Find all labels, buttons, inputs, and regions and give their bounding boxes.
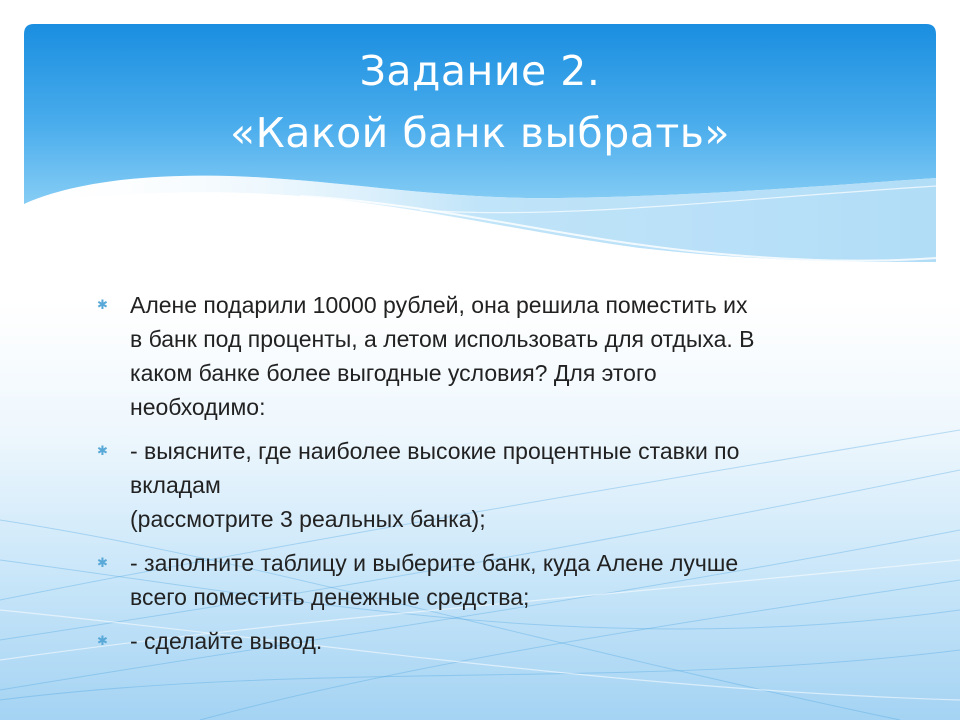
list-item xyxy=(97,434,877,536)
list-item-text: - заполните таблицу и выберите банк, куда Алене лучше всего поместить денежные средства; xyxy=(130,550,739,610)
list-item-text: Алене подарили 10000 рублей, она решила поместить их в банк под проценты, а летом использовать для отдыха. В каком банке более выгодные условия? Для этого необходимо: xyxy=(130,292,755,420)
asterisk-bullet-icon: ✱ xyxy=(97,555,108,570)
task-list xyxy=(97,288,877,668)
list-item xyxy=(97,546,877,614)
list-item-text: - выясните, где наиболее высокие процентные ставки по вкладам (рассмотрите 3 реальных банка); xyxy=(130,438,740,532)
asterisk-bullet-icon: ✱ xyxy=(97,297,108,312)
list-item xyxy=(97,288,877,424)
title-line-1: Задание 2. xyxy=(359,47,601,95)
slide-title xyxy=(24,40,936,164)
list-item xyxy=(97,624,877,658)
asterisk-bullet-icon: ✱ xyxy=(97,443,108,458)
asterisk-bullet-icon: ✱ xyxy=(97,633,108,648)
list-item-text: - сделайте вывод. xyxy=(130,628,323,654)
title-line-2: «Какой банк выбрать» xyxy=(230,109,730,157)
